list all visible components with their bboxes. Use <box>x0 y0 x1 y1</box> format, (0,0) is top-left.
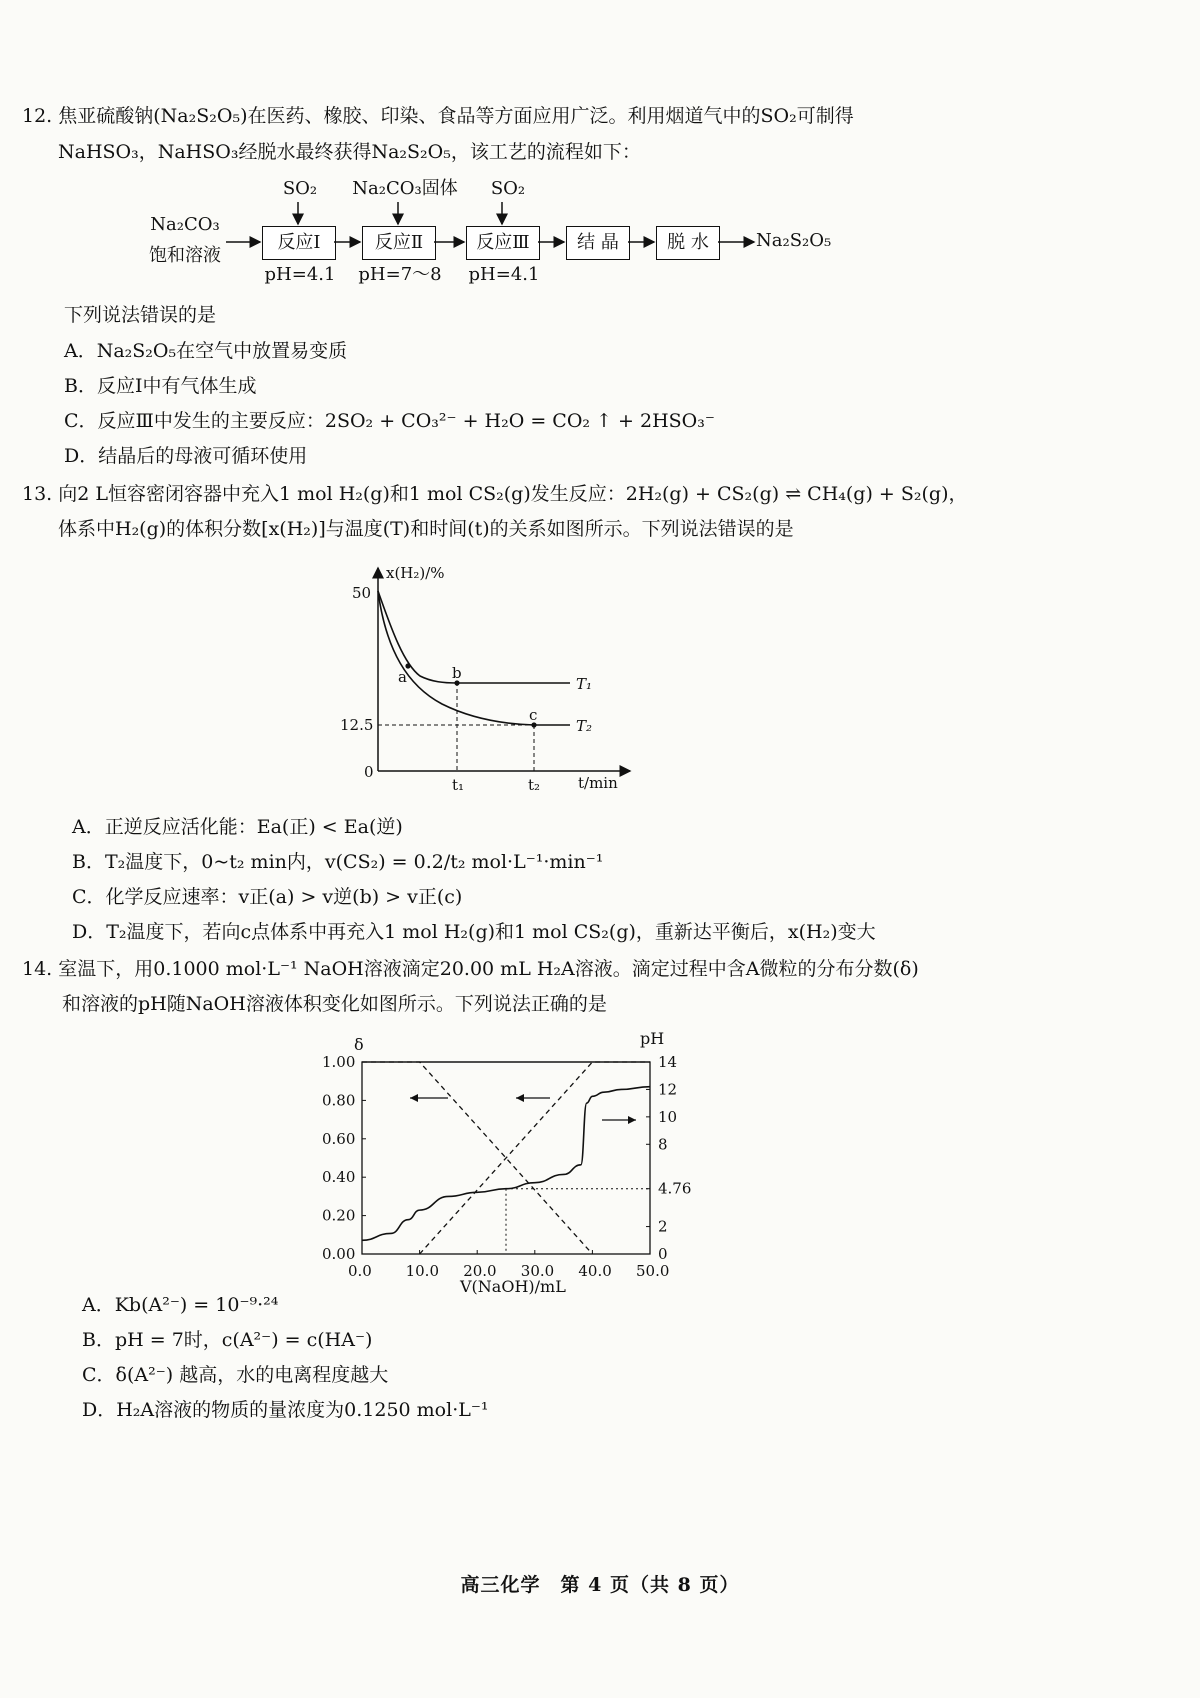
q14-xtick-label: 10.0 <box>405 1262 440 1280</box>
page-footer: 高三化学 第 4 页（共 8 页） <box>460 1574 740 1596</box>
q14-yleft-tick-label: 0.60 <box>322 1129 356 1148</box>
q13-ytick-50: 50 <box>352 584 372 602</box>
q14-ylabel-left: δ <box>354 1035 364 1054</box>
q14-yleft-tick-label: 0.20 <box>322 1206 356 1225</box>
q13-label-b: b <box>452 664 462 682</box>
q14-option-d: D．H₂A溶液的物质的量浓度为0.1250 mol·L⁻¹ <box>82 1399 489 1421</box>
q14-yright-tick-label: 8 <box>658 1135 668 1154</box>
q13-option-a: A．正逆反应活化能：Ea(正) < Ea(逆) <box>72 816 403 838</box>
flow-arrows <box>0 0 900 300</box>
q14-yright-tick-label: 0 <box>658 1245 668 1263</box>
q13-label-t2: T₂ <box>576 717 593 735</box>
q13-option-d: D．T₂温度下，若向c点体系中再充入1 mol H₂(g)和1 mol CS₂(g)，重新达平衡后，x(H₂)变大 <box>72 921 876 943</box>
q14-xlabel: V(NaOH)/mL <box>460 1277 566 1296</box>
q14-xtick-label: 50.0 <box>636 1262 670 1280</box>
q12-prompt: 下列说法错误的是 <box>64 304 217 326</box>
flow-box-1: 反应Ⅰ <box>262 226 336 260</box>
flow-above-2: Na₂CO₃固体 <box>352 178 458 199</box>
q13-xtick-t2: t₂ <box>528 776 541 794</box>
flow-above-3: SO₂ <box>490 178 526 199</box>
flow-output: Na₂S₂O₅ <box>756 230 832 251</box>
q14-yleft-tick-label: 1.00 <box>322 1053 356 1071</box>
q13-curve-t2 <box>378 591 570 725</box>
q14-ylabel-right: pH <box>640 1029 665 1048</box>
q13-option-b: B．T₂温度下，0~t₂ min内，v(CS₂) = 0.2/t₂ mol·L⁻¹·min⁻¹ <box>72 851 604 873</box>
q13-label-c: c <box>529 706 538 724</box>
q13-graph <box>330 556 650 806</box>
q14-yright-tick-label: 4.76 <box>658 1179 692 1198</box>
q12-option-d: D．结晶后的母液可循环使用 <box>64 445 308 467</box>
q14-yright-tick-label: 2 <box>658 1217 668 1236</box>
q12-option-c: C．反应Ⅲ中发生的主要反应：2SO₂ + CO₃²⁻ + H₂O = CO₂ ↑ + 2HSO₃⁻ <box>64 410 715 432</box>
q14-yleft-tick-label: 0.00 <box>322 1245 356 1263</box>
q14-yleft-tick-label: 0.80 <box>322 1091 356 1110</box>
q14-yleft-tick-label: 0.40 <box>322 1168 356 1187</box>
q12-stem-line1: 12. 焦亚硫酸钠(Na₂S₂O₅)在医药、橡胶、印染、食品等方面应用广泛。利用烟道气中的SO₂可制得 <box>22 105 854 127</box>
q14-xtick-label: 30.0 <box>520 1262 555 1280</box>
flow-input-line1: Na₂CO₃ <box>150 214 220 235</box>
q14-yright-tick-label: 14 <box>658 1053 678 1071</box>
q14-series-3 <box>362 1087 650 1241</box>
q14-yright-tick-label: 12 <box>658 1080 678 1099</box>
q13-stem-line1: 13. 向2 L恒容密闭容器中充入1 mol H₂(g)和1 mol CS₂(g)发生反应：2H₂(g) + CS₂(g) ⇌ CH₄(g) + S₂(g)， <box>22 483 968 505</box>
q14-option-b: B．pH = 7时，c(A²⁻) = c(HA⁻) <box>82 1329 373 1351</box>
q14-yright-tick-label: 10 <box>658 1107 678 1126</box>
flow-box-5: 脱 水 <box>656 226 720 260</box>
q14-annotation-arrows <box>410 1094 636 1124</box>
flow-below-3: pH=4.1 <box>468 264 540 285</box>
q14-option-c: C．δ(A²⁻) 越高，水的电离程度越大 <box>82 1364 389 1386</box>
q13-xlabel: t/min <box>578 774 618 792</box>
q14-xtick-label: 20.0 <box>463 1262 497 1280</box>
q14-xtick-label: 0.0 <box>348 1262 372 1280</box>
q12-option-a: A．Na₂S₂O₅在空气中放置易变质 <box>64 340 348 362</box>
q14-stem-line1: 14. 室温下，用0.1000 mol·L⁻¹ NaOH溶液滴定20.00 mL H₂A溶液。滴定过程中含A微粒的分布分数(δ) <box>22 958 919 980</box>
q13-label-a: a <box>398 668 407 686</box>
q13-origin: 0 <box>364 763 374 781</box>
flow-box-3: 反应Ⅲ <box>466 226 540 260</box>
q13-xtick-t1: t₁ <box>452 776 465 794</box>
q14-xtick-label: 40.0 <box>578 1262 612 1280</box>
flow-below-1: pH=4.1 <box>264 264 336 285</box>
flow-box-4: 结 晶 <box>566 226 630 260</box>
q12-option-b: B．反应Ⅰ中有气体生成 <box>64 375 257 397</box>
flow-above-1: SO₂ <box>282 178 318 199</box>
q12-stem-line2: NaHSO₃，NaHSO₃经脱水最终获得Na₂S₂O₅，该工艺的流程如下： <box>58 141 641 163</box>
q13-stem-line2: 体系中H₂(g)的体积分数[x(H₂)]与温度(T)和时间(t)的关系如图所示。下列说法错误的是 <box>58 518 794 540</box>
q14-stem-line2: 和溶液的pH随NaOH溶液体积变化如图所示。下列说法正确的是 <box>62 993 607 1015</box>
q14-chart <box>310 1026 710 1296</box>
q13-ylabel: x(H₂)/% <box>386 564 445 582</box>
q13-option-c: C．化学反应速率：v正(a) > v逆(b) > v正(c) <box>72 886 463 908</box>
flow-below-2: pH=7～8 <box>358 264 442 285</box>
flow-box-2: 反应Ⅱ <box>362 226 436 260</box>
q14-series-1 <box>362 1062 592 1254</box>
q14-option-a: A．Kb(A²⁻) = 10⁻⁹·²⁴ <box>82 1294 279 1316</box>
q13-ytick-12-5: 12.5 <box>340 716 374 734</box>
q13-label-t1: T₁ <box>576 675 593 693</box>
flow-input-line2: 饱和溶液 <box>149 245 221 266</box>
